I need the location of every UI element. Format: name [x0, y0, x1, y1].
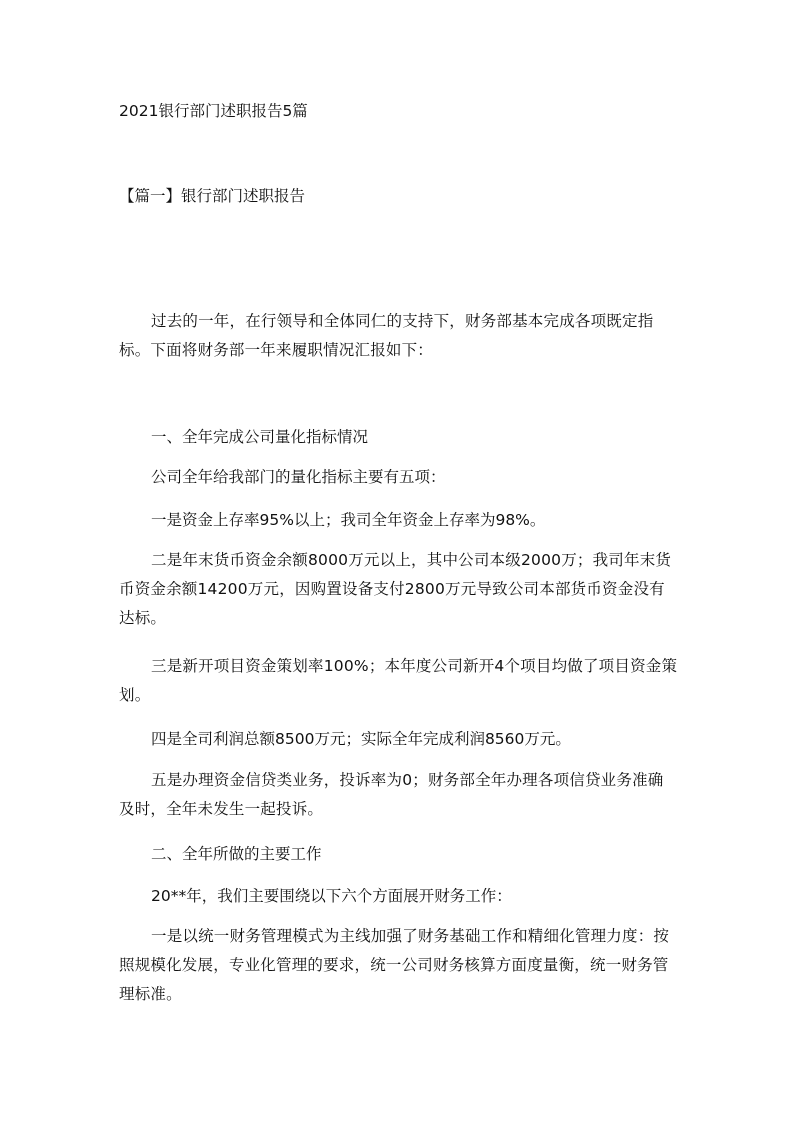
document-title: 2021银行部门述职报告5篇	[119, 102, 308, 120]
section-heading: 【篇一】银行部门述职报告	[119, 187, 306, 205]
paragraph-item-1: 一是资金上存率95%以上；我司全年资金上存率为98%。	[151, 511, 546, 529]
heading-main-work: 二、全年所做的主要工作	[151, 845, 322, 863]
paragraph-year: 20**年，我们主要围绕以下六个方面展开财务工作：	[151, 887, 512, 905]
paragraph-work-1: 一是以统一财务管理模式为主线加强了财务基础工作和精细化管理力度：按照规模化发展，专业化管理的要求，统一公司财务核算方面度量衡，统一财务管理标准。	[119, 927, 670, 1003]
heading-quantified-targets: 一、全年完成公司量化指标情况	[151, 428, 369, 446]
paragraph-item-5: 五是办理资金信贷类业务，投诉率为0；财务部全年办理各项信贷业务准确及时，全年未发生一起投诉。	[119, 771, 664, 818]
paragraph-item-4: 四是全司利润总额8500万元；实际全年完成利润8560万元。	[151, 730, 571, 748]
paragraph-quota: 公司全年给我部门的量化指标主要有五项：	[151, 468, 446, 486]
intro-paragraph: 过去的一年，在行领导和全体同仁的支持下，财务部基本完成各项既定指标。下面将财务部一年来履职情况汇报如下：	[119, 312, 654, 359]
paragraph-item-2: 二是年末货币资金余额8000万元以上，其中公司本级2000万；我司年末货币资金余额14200万元，因购置设备支付2800万元导致公司本部货币资金没有达标。	[119, 551, 672, 627]
paragraph-item-3: 三是新开项目资金策划率100%；本年度公司新开4个项目均做了项目资金策划。	[119, 657, 678, 704]
